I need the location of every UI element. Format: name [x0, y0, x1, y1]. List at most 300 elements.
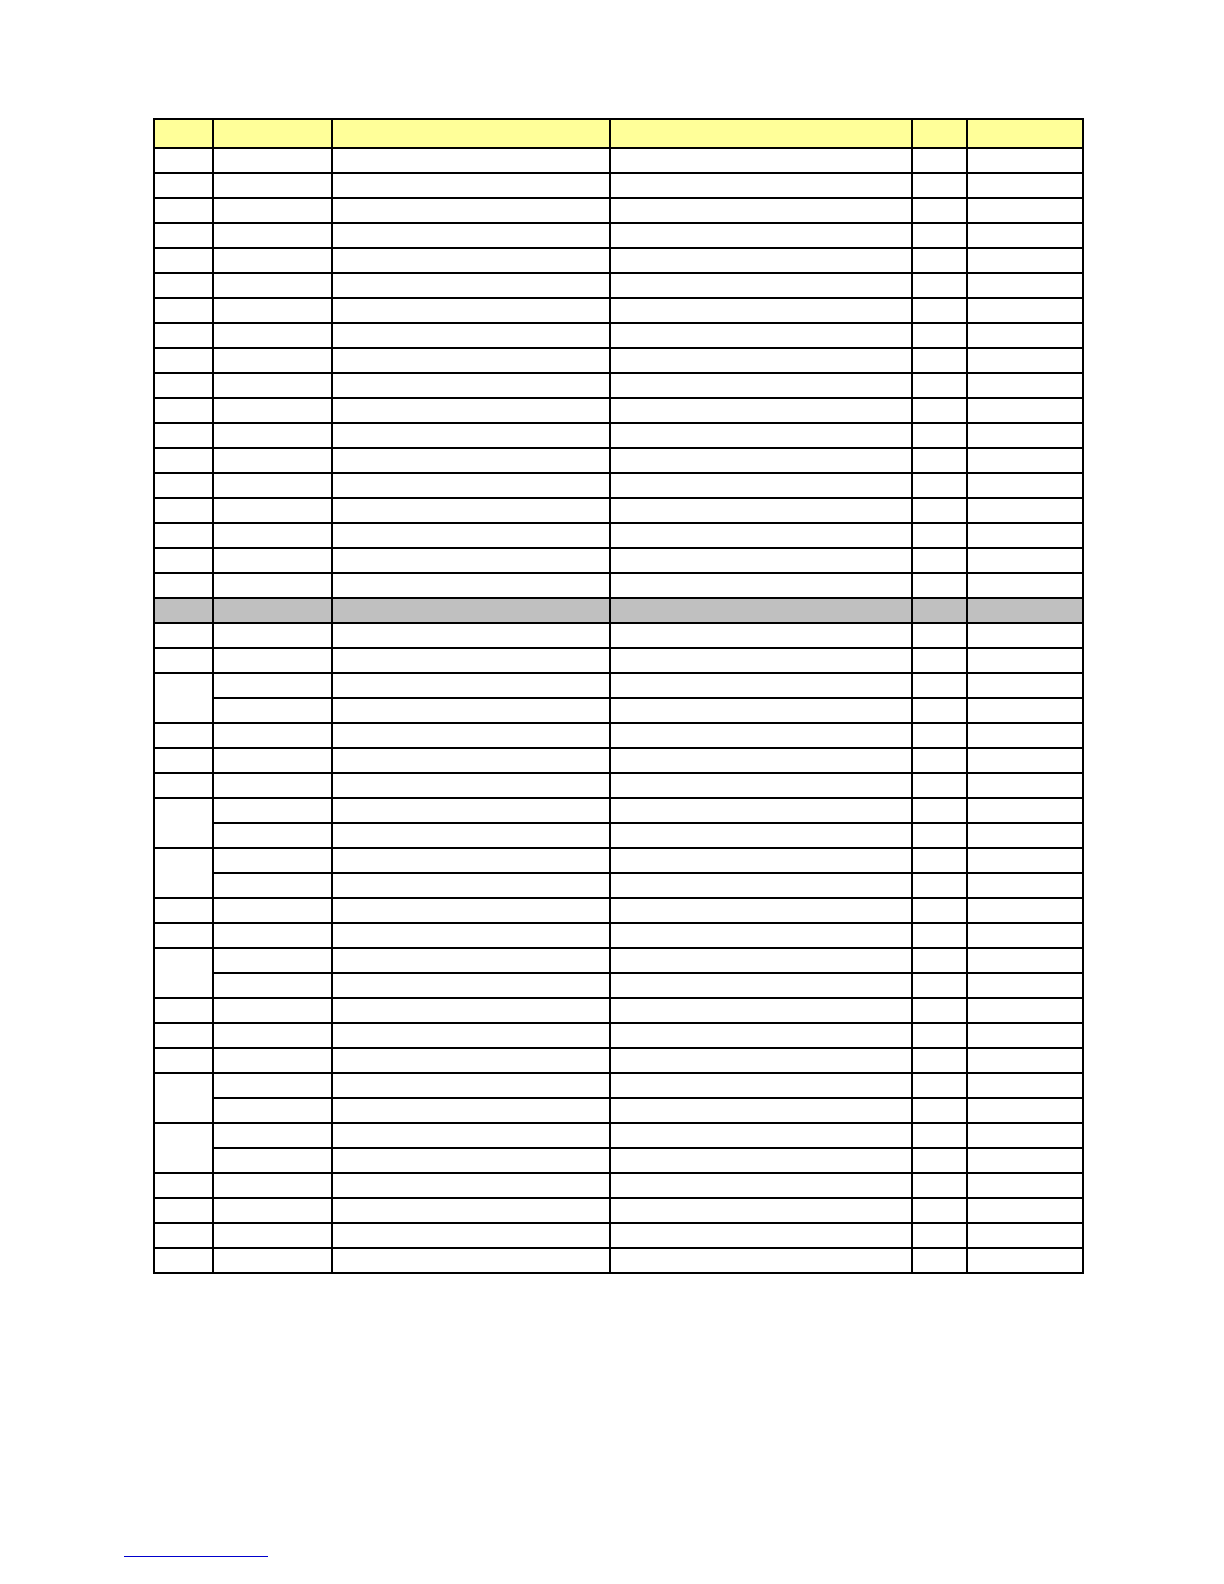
table-cell [912, 473, 967, 498]
table-cell [154, 323, 213, 348]
table-cell [967, 1123, 1083, 1148]
table-cell [332, 773, 610, 798]
table-cell [912, 1198, 967, 1223]
table-cell [610, 498, 912, 523]
table-cell [912, 1048, 967, 1073]
table-cell [912, 798, 967, 823]
table-row [154, 873, 1083, 898]
table-cell [154, 1073, 213, 1123]
table-cell [154, 173, 213, 198]
table-cell [213, 673, 332, 698]
table-row [154, 1198, 1083, 1223]
table-cell [967, 848, 1083, 873]
table-cell [332, 673, 610, 698]
table-cell [967, 223, 1083, 248]
table-cell [912, 323, 967, 348]
table-row [154, 848, 1083, 873]
table-cell [610, 1148, 912, 1173]
table-cell [912, 298, 967, 323]
table-cell [912, 748, 967, 773]
table-cell [912, 1223, 967, 1248]
table-cell [912, 1148, 967, 1173]
table-cell [213, 648, 332, 673]
table-cell [154, 373, 213, 398]
table-cell [154, 898, 213, 923]
table-cell [213, 1048, 332, 1073]
table-cell [332, 573, 610, 598]
table-cell [912, 898, 967, 923]
table-cell [912, 198, 967, 223]
table-cell [912, 1173, 967, 1198]
table-cell [967, 598, 1083, 623]
header-cell [154, 119, 213, 148]
table-cell [213, 873, 332, 898]
header-cell [332, 119, 610, 148]
table-cell [213, 923, 332, 948]
header-cell [912, 119, 967, 148]
table-cell [912, 523, 967, 548]
table-cell [213, 1098, 332, 1123]
table-cell [967, 623, 1083, 648]
table-cell [213, 1073, 332, 1098]
table-cell [213, 448, 332, 473]
table-cell [967, 973, 1083, 998]
table-cell [332, 448, 610, 473]
table-cell [912, 373, 967, 398]
table-cell [610, 198, 912, 223]
table-cell [967, 898, 1083, 923]
table-cell [610, 748, 912, 773]
table-cell [154, 998, 213, 1023]
table-row [154, 423, 1083, 448]
table-cell [332, 723, 610, 748]
table-cell [213, 523, 332, 548]
table-row [154, 1073, 1083, 1098]
table-cell [213, 398, 332, 423]
table-cell [967, 523, 1083, 548]
table-cell [332, 848, 610, 873]
table-cell [912, 273, 967, 298]
table-cell [912, 1123, 967, 1148]
table-cell [610, 248, 912, 273]
table-cell [912, 573, 967, 598]
table-cell [912, 873, 967, 898]
table-cell [967, 348, 1083, 373]
table-cell [154, 523, 213, 548]
header-cell [967, 119, 1083, 148]
table-cell [610, 973, 912, 998]
table-cell [610, 773, 912, 798]
table-cell [610, 573, 912, 598]
table-cell [154, 273, 213, 298]
table-cell [332, 748, 610, 773]
table-cell [912, 248, 967, 273]
table-cell [154, 1048, 213, 1073]
table-cell [213, 973, 332, 998]
table-cell [213, 823, 332, 848]
table-row [154, 348, 1083, 373]
table-row [154, 623, 1083, 648]
table-cell [213, 848, 332, 873]
table-cell [332, 873, 610, 898]
table-row [154, 173, 1083, 198]
table-cell [610, 1048, 912, 1073]
table-cell [912, 973, 967, 998]
table-cell [213, 1248, 332, 1273]
table-cell [967, 723, 1083, 748]
table-cell [912, 1248, 967, 1273]
table-cell [610, 948, 912, 973]
table-cell [332, 948, 610, 973]
table-cell [332, 248, 610, 273]
table-cell [967, 173, 1083, 198]
table-cell [213, 198, 332, 223]
table-cell [213, 148, 332, 173]
table-cell [213, 248, 332, 273]
table-cell [213, 423, 332, 448]
table-cell [967, 1073, 1083, 1098]
table-cell [154, 498, 213, 523]
table-cell [610, 348, 912, 373]
table-row [154, 948, 1083, 973]
table-cell [610, 1073, 912, 1098]
table-cell [154, 148, 213, 173]
table-row [154, 1223, 1083, 1248]
table-cell [912, 773, 967, 798]
table-cell [213, 1023, 332, 1048]
table-cell [213, 748, 332, 773]
table-cell [912, 1023, 967, 1048]
table-cell [332, 1248, 610, 1273]
table-cell [154, 598, 213, 623]
table-cell [154, 198, 213, 223]
table-cell [967, 873, 1083, 898]
table-cell [332, 898, 610, 923]
table-cell [912, 398, 967, 423]
table-cell [332, 198, 610, 223]
table-row [154, 148, 1083, 173]
table-cell [912, 823, 967, 848]
table-cell [912, 598, 967, 623]
table-cell [967, 773, 1083, 798]
table-cell [332, 998, 610, 1023]
table-cell [967, 1223, 1083, 1248]
table-cell [610, 173, 912, 198]
table-cell [332, 423, 610, 448]
table-cell [610, 823, 912, 848]
table-cell [332, 473, 610, 498]
table-row [154, 248, 1083, 273]
table-row [154, 1023, 1083, 1048]
table-row [154, 1148, 1083, 1173]
data-table [153, 118, 1084, 1274]
table-row [154, 523, 1083, 548]
table-cell [332, 523, 610, 548]
table-cell [967, 423, 1083, 448]
table-cell [154, 423, 213, 448]
table-cell [610, 798, 912, 823]
table-section-row [154, 598, 1083, 623]
table-cell [967, 748, 1083, 773]
table-cell [912, 223, 967, 248]
table-cell [154, 1248, 213, 1273]
table-cell [610, 923, 912, 948]
table-cell [610, 648, 912, 673]
table-row [154, 673, 1083, 698]
table-cell [912, 673, 967, 698]
table-cell [610, 273, 912, 298]
table-cell [332, 623, 610, 648]
table-row [154, 698, 1083, 723]
table-cell [967, 1048, 1083, 1073]
table-row [154, 448, 1083, 473]
table-cell [610, 998, 912, 1023]
table-cell [610, 523, 912, 548]
table-cell [967, 698, 1083, 723]
table-cell [154, 673, 213, 723]
table-cell [912, 698, 967, 723]
table-row [154, 1123, 1083, 1148]
table-row [154, 973, 1083, 998]
table-cell [213, 948, 332, 973]
table-cell [912, 623, 967, 648]
table-cell [332, 598, 610, 623]
table-cell [332, 1098, 610, 1123]
table-row [154, 723, 1083, 748]
table-cell [332, 173, 610, 198]
table-cell [213, 598, 332, 623]
table-row [154, 298, 1083, 323]
table-row [154, 1048, 1083, 1073]
table-cell [912, 948, 967, 973]
table-header-row [154, 119, 1083, 148]
table-cell [154, 223, 213, 248]
table-cell [332, 1148, 610, 1173]
table-cell [610, 873, 912, 898]
table-cell [610, 698, 912, 723]
table-cell [154, 573, 213, 598]
table-body [154, 119, 1083, 1273]
table-cell [332, 348, 610, 373]
table-cell [332, 698, 610, 723]
table-cell [610, 1223, 912, 1248]
table-row [154, 223, 1083, 248]
table-cell [154, 398, 213, 423]
table-cell [154, 948, 213, 998]
table-row [154, 798, 1083, 823]
table-row [154, 273, 1083, 298]
table-row [154, 648, 1083, 673]
table-cell [967, 648, 1083, 673]
table-cell [967, 948, 1083, 973]
table-cell [610, 148, 912, 173]
table-row [154, 573, 1083, 598]
table-cell [610, 623, 912, 648]
table-row [154, 323, 1083, 348]
table-cell [967, 398, 1083, 423]
table-cell [912, 723, 967, 748]
table-row [154, 473, 1083, 498]
table-row [154, 1098, 1083, 1123]
table-cell [967, 248, 1083, 273]
table-cell [912, 423, 967, 448]
table-cell [213, 1173, 332, 1198]
table-row [154, 198, 1083, 223]
table-cell [154, 348, 213, 373]
table-cell [610, 1098, 912, 1123]
table-cell [967, 498, 1083, 523]
table-cell [213, 1198, 332, 1223]
table-cell [967, 148, 1083, 173]
table-cell [154, 248, 213, 273]
table-cell [332, 973, 610, 998]
table-cell [610, 723, 912, 748]
table-cell [332, 273, 610, 298]
table-row [154, 823, 1083, 848]
table-cell [154, 298, 213, 323]
table-cell [967, 923, 1083, 948]
table-cell [213, 498, 332, 523]
table-cell [154, 1173, 213, 1198]
table-cell [332, 1048, 610, 1073]
table-row [154, 1248, 1083, 1273]
table-cell [154, 798, 213, 848]
table-cell [332, 1173, 610, 1198]
table-cell [332, 648, 610, 673]
table-row [154, 998, 1083, 1023]
table-cell [213, 773, 332, 798]
table-cell [213, 348, 332, 373]
table-cell [912, 498, 967, 523]
table-cell [912, 548, 967, 573]
table-cell [213, 898, 332, 923]
table-cell [967, 1173, 1083, 1198]
table-row [154, 748, 1083, 773]
table-cell [967, 1198, 1083, 1223]
table-cell [967, 273, 1083, 298]
table-row [154, 1173, 1083, 1198]
table-cell [332, 298, 610, 323]
table-cell [610, 223, 912, 248]
table-cell [154, 448, 213, 473]
table-cell [967, 673, 1083, 698]
header-cell [213, 119, 332, 148]
table-cell [912, 998, 967, 1023]
table-cell [967, 1098, 1083, 1123]
table-cell [912, 923, 967, 948]
table-cell [213, 998, 332, 1023]
table-cell [610, 398, 912, 423]
table-cell [213, 723, 332, 748]
table-cell [912, 848, 967, 873]
table-cell [610, 423, 912, 448]
table-cell [154, 923, 213, 948]
table-cell [332, 1198, 610, 1223]
table-cell [610, 1123, 912, 1148]
table-row [154, 773, 1083, 798]
table-cell [610, 298, 912, 323]
table-row [154, 373, 1083, 398]
table-row [154, 498, 1083, 523]
table-cell [154, 1123, 213, 1173]
table-cell [332, 148, 610, 173]
table-cell [610, 898, 912, 923]
table-cell [213, 273, 332, 298]
table-cell [154, 848, 213, 898]
table-cell [610, 673, 912, 698]
table-cell [213, 323, 332, 348]
table-cell [332, 498, 610, 523]
table-cell [332, 398, 610, 423]
table-cell [213, 373, 332, 398]
table-cell [332, 798, 610, 823]
table-cell [154, 723, 213, 748]
table-cell [967, 373, 1083, 398]
table-cell [332, 1123, 610, 1148]
table-cell [213, 698, 332, 723]
table-cell [154, 1198, 213, 1223]
table-cell [967, 473, 1083, 498]
table-cell [213, 548, 332, 573]
table-cell [967, 548, 1083, 573]
table-cell [610, 373, 912, 398]
table-cell [610, 1023, 912, 1048]
table-cell [967, 1248, 1083, 1273]
table-cell [912, 648, 967, 673]
table-cell [912, 1098, 967, 1123]
table-cell [967, 323, 1083, 348]
table-cell [610, 1198, 912, 1223]
table-cell [332, 223, 610, 248]
table-cell [154, 1223, 213, 1248]
table-cell [967, 1023, 1083, 1048]
table-cell [967, 573, 1083, 598]
table-row [154, 548, 1083, 573]
table-cell [213, 573, 332, 598]
table-cell [213, 623, 332, 648]
table-cell [610, 1173, 912, 1198]
table-cell [213, 473, 332, 498]
table-cell [332, 323, 610, 348]
table-cell [332, 823, 610, 848]
table-cell [967, 1148, 1083, 1173]
table-cell [610, 848, 912, 873]
table-cell [912, 148, 967, 173]
table-cell [213, 223, 332, 248]
table-cell [912, 173, 967, 198]
table-row [154, 398, 1083, 423]
table-cell [912, 448, 967, 473]
table-cell [213, 1148, 332, 1173]
table-cell [213, 298, 332, 323]
header-cell [610, 119, 912, 148]
table-cell [912, 1073, 967, 1098]
table-cell [332, 373, 610, 398]
table-cell [154, 748, 213, 773]
footer-link[interactable] [124, 1556, 268, 1557]
table-cell [213, 173, 332, 198]
table-cell [967, 298, 1083, 323]
table-cell [610, 1248, 912, 1273]
table-cell [154, 1023, 213, 1048]
table-cell [154, 623, 213, 648]
table-cell [610, 548, 912, 573]
table-cell [967, 998, 1083, 1023]
table-cell [332, 1223, 610, 1248]
table-cell [610, 323, 912, 348]
table-row [154, 898, 1083, 923]
table-cell [967, 448, 1083, 473]
